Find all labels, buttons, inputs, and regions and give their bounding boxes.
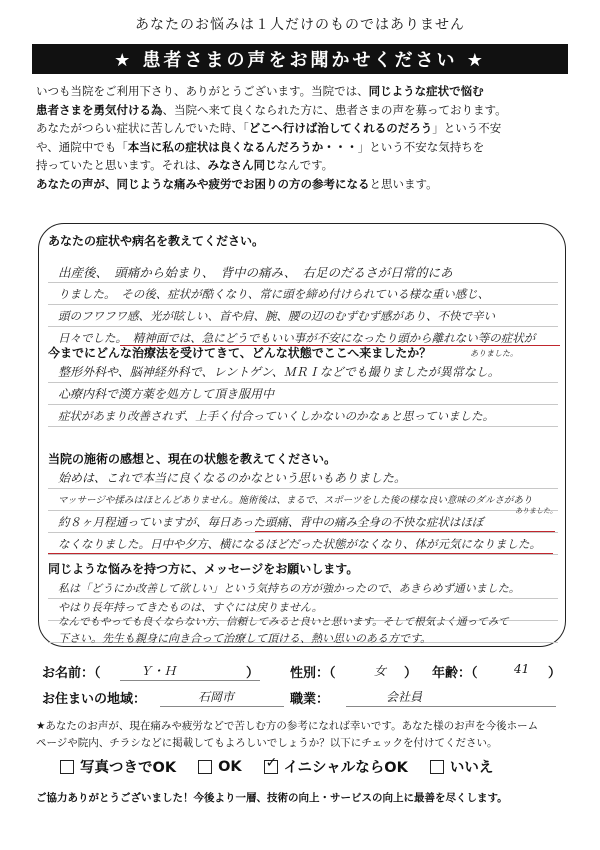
ruled-line [48, 326, 558, 327]
ruled-line [48, 554, 558, 555]
ruled-line [48, 304, 558, 305]
area-value: 石岡市 [198, 690, 235, 704]
thank-you-note: ご協力ありがとうございました！今後より一層、技術の向上・サービスの向上に最善を尽くします。 [36, 792, 508, 804]
ruled-line [48, 382, 558, 383]
area-label: お住まいの地域： [42, 692, 147, 707]
top-note: あなたのお悩みは１人だけのものではありません [135, 17, 465, 33]
question-message: 同じような悩みを持つ方に、メッセージをお願いします。 [48, 562, 359, 576]
answer-line: 頭のフワフワ感、光が眩しい、首や肩、腕、腰の辺のむずむず感があり、不快で辛い [58, 309, 495, 323]
ruled-line [48, 404, 558, 405]
intro-paragraph [36, 82, 572, 193]
field-underline [120, 680, 260, 681]
age-close: ） [548, 666, 562, 681]
answer-line: 私は「どうにか改善して欲しい」という気持ちの方が強かったので、あきらめず通いました。 [58, 582, 520, 595]
intro-bold: どこへ行けば治してくれるのだろう [248, 121, 433, 135]
option-label: 写真つきでOK [80, 760, 177, 776]
name-value: Ｙ・Ｈ [140, 664, 177, 678]
answer-line: りました。 その後、症状が酷くなり、常に頭を締め付けられている様な重い感じ、 [58, 287, 490, 301]
intro-bold: 患者さまを勇気付ける為 [36, 102, 163, 117]
answer-line: やはり長年持ってきたものは、すぐには戻りません。 [58, 601, 323, 614]
age-label: 年齢：（ [432, 666, 478, 681]
intro-text: と思います。 [369, 176, 438, 191]
intro-text: や、通院中でも「 [36, 139, 128, 154]
consent-note [36, 718, 572, 752]
answer-note: ありました。 [470, 349, 518, 358]
checkbox[interactable] [198, 760, 212, 774]
answer-line: 整形外科や、脳神経外科で、レントゲン、ＭＲＩなどでも撮りましたが異常なし。 [58, 365, 500, 379]
option-initials-ok[interactable] [264, 756, 408, 777]
option-ok[interactable] [198, 756, 242, 777]
section-banner: ★ 患者さまの声をお聞かせください ★ [32, 44, 568, 74]
ruled-line [48, 282, 558, 283]
option-label: いいえ [449, 760, 494, 776]
answer-line: マッサージや揉みはほとんどありません。施術後は、まるで、スポーツをした後の様な良い意味のダルさがあり [58, 495, 533, 506]
name-label: お名前：（ [42, 666, 101, 681]
intro-text: 」という不安な気持ちを [357, 139, 485, 154]
sex-label: 性別：（ [290, 666, 336, 681]
job-value: 会社員 [386, 690, 423, 704]
ruled-line [48, 510, 558, 511]
answer-line: 心療内科で漢方薬を処方して頂き服用中 [58, 387, 275, 401]
question-symptoms: あなたの症状や病名を教えてください。 [48, 234, 265, 248]
highlight-underline [255, 531, 555, 532]
answer-line: なくなりました。日中や夕方、横になるほどだった状態がなくなり、体が元気になりました。 [58, 537, 541, 551]
sex-value: 女 [374, 664, 387, 678]
answer-line: 日々でした。 精神面では、急にどうでもいい事が不安になったり頭から離れない等の症状が [58, 331, 536, 345]
option-label: OK [218, 758, 242, 775]
option-photo-ok[interactable] [60, 756, 176, 777]
job-label: 職業： [290, 692, 330, 707]
answer-line: なんでもやっても良くならない方、信頼してみると良いと思います。そして根気よく通ってみて [58, 616, 509, 628]
checkbox-checked[interactable] [264, 754, 278, 774]
checkmark-icon: ✓ [265, 754, 278, 771]
consent-options [60, 756, 493, 777]
intro-bold: あなたの声が、同じような痛みや疲労でお困りの方の参考になる [36, 176, 370, 191]
intro-text: 、当院へ来て良くなられた方に、患者さまの声を募っております。 [162, 102, 507, 117]
field-underline [160, 706, 284, 707]
answer-line: 始めは、これで本当に良くなるのかなという思いもありました。 [58, 471, 407, 485]
intro-text: 持っていたと思います。それは、 [36, 158, 208, 172]
field-underline [346, 706, 556, 707]
checkbox[interactable] [430, 760, 444, 774]
option-no[interactable] [430, 756, 494, 777]
ruled-line [48, 488, 558, 489]
answer-line: 下さい。先生も親身に向き合って治療して頂ける、熱い思いのある方です。 [58, 632, 432, 645]
question-impressions: 当院の施術の感想と、現在の状態を教えてください。 [48, 452, 337, 466]
highlight-underline [48, 553, 553, 554]
intro-text: いつも当院をご利用下さり、ありがとうございます。当院では、 [36, 84, 369, 98]
ruled-line [48, 426, 558, 427]
option-label: イニシャルならOK [283, 760, 408, 776]
question-treatment-history: 今までにどんな治療法を受けてきて、どんな状態でここへ来ましたか？ [48, 346, 432, 360]
intro-text: 」という不安 [432, 121, 502, 135]
name-close: ） [246, 666, 260, 681]
intro-bold: みなさん同じ [207, 158, 277, 172]
ruled-line [48, 532, 558, 533]
consent-note-line: ★あなたのお声が、現在痛みや疲労などで苦しむ方の参考になれば幸いです。あなた様のお声を今後ホーム [36, 720, 539, 732]
intro-text: なんです。 [276, 158, 334, 172]
intro-bold: 本当に私の症状は良くなるんだろうか・・・ [127, 139, 358, 154]
intro-text: あなたがつらい症状に苦しんでいた時、「 [36, 121, 249, 135]
intro-bold: 同じような症状で悩む [368, 84, 484, 98]
checkbox[interactable] [60, 760, 74, 774]
answer-line: 出産後、 頭痛から始まり、 背中の痛み、 右足のだるさが日常的にあ [58, 265, 453, 280]
age-value: 41 [514, 662, 530, 676]
answer-line: 症状があまり改善されず、上手く付合っていくしかないのかなぁと思っていました。 [58, 409, 495, 423]
sex-close: ） [404, 666, 418, 681]
consent-note-line: ページや院内、チラシなどに掲載してもよろしいでしょうか？以下にチェックを付けてください。 [36, 737, 498, 749]
answer-line: 約８ヶ月程通っていますが、毎日あった頭痛、背中の痛み全身の不快な症状はほぼ [58, 515, 484, 529]
answer-note: ありました。 [515, 507, 557, 515]
